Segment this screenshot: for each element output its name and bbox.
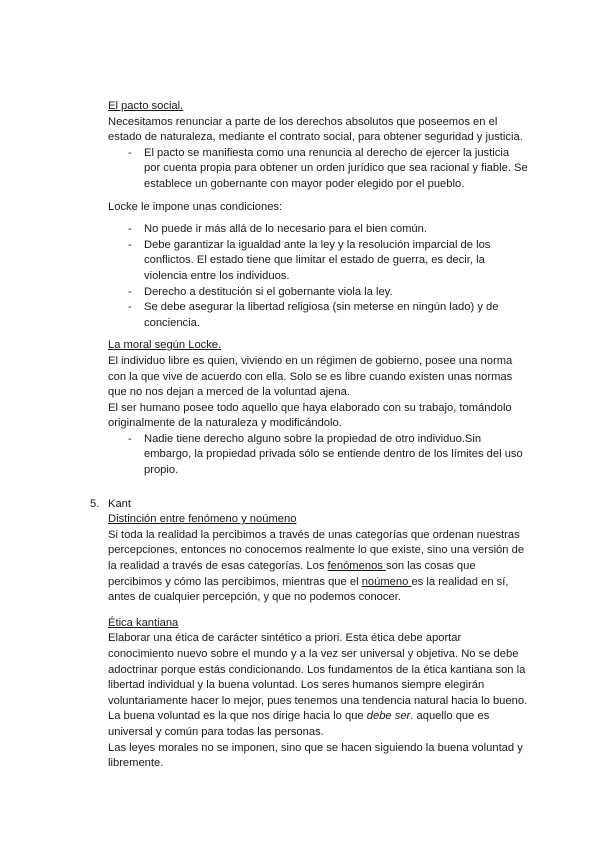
page-content xyxy=(90,99,528,772)
list-item: - Derecho a destitución si el gobernante viola la ley. xyxy=(108,285,528,301)
heading-moral-locke: La moral según Locke. xyxy=(108,339,222,352)
section-kant xyxy=(90,497,528,772)
list-locke-conditions xyxy=(108,222,528,331)
list-item: - Nadie tiene derecho alguno sobre la propiedad de otro individuo.Sin embargo, la propiedad privada sólo se entiende dentro de los límites del uso propio. xyxy=(108,432,528,479)
paragraph-pacto: Necesitamos renunciar a parte de los derechos absolutos que poseemos en el estado de naturaleza, mediante el contrato social, para obtener seguridad y justicia. xyxy=(108,115,523,144)
list-item: - No puede ir más allá de lo necesario para el bien común. xyxy=(108,222,528,238)
paragraph-locke-intro: Locke le impone unas condiciones: xyxy=(108,200,283,213)
term-fenomenos: fenómenos xyxy=(327,560,386,573)
list-item: - El pacto se manifiesta como una renuncia al derecho de ejercer la justicia por cuenta propia para obtener un orden jurídico que sea racional y fiable. Se establece un gobernante con mayor poder elegido por el pueblo. xyxy=(108,146,528,193)
paragraph-etica-3: Las leyes morales no se imponen, sino que se hacen siguiendo la buena voluntad y libremente. xyxy=(108,741,523,770)
paragraph-fenomeno-noumeno: Si toda la realidad la percibimos a través de unas categorías que ordenan nuestras percepciones, entonces no conocemos realmente lo que existe, sino una versión de la realidad a través de esas categorías. Los fenómenos son las cosas que percibimos y cómo las percibimos, mientras que el noúmeno es la realidad en sí, antes de cualquier percepción, y que no podemos conocer. xyxy=(108,528,525,604)
paragraph-etica-2: La buena voluntad es la que nos dirige hacia lo que debe ser. aquello que es universal y común para todas las personas. xyxy=(108,710,490,738)
section-number: 5. xyxy=(90,497,100,510)
heading-fenomeno-noumeno: Distinción entre fenómeno y noúmeno xyxy=(108,513,297,526)
list-item: - Se debe asegurar la libertad religiosa (sin meterse en ningún lado) y de conciencia. xyxy=(108,300,528,331)
emphasis-debe-ser: debe ser xyxy=(366,710,411,723)
heading-pacto-social: El pacto social. xyxy=(108,100,184,112)
section-title-kant: Kant xyxy=(108,497,132,510)
list-item: - Debe garantizar la igualdad ante la ley y la resolución imparcial de los conflictos. El estado tiene que limitar el estado de guerra, es decir, la violencia entre los individuos. xyxy=(108,238,528,285)
heading-etica-kantiana: Ética kantiana xyxy=(108,616,179,629)
paragraph-moral-2: El ser humano posee todo aquello que haya elaborado con su trabajo, tomándolo originalmente de la naturaleza y modificándolo. xyxy=(108,401,512,430)
list-pacto xyxy=(108,146,528,193)
list-moral xyxy=(108,432,528,479)
paragraph-etica-1: Elaborar una ética de carácter sintético a priori. Esta ética debe aportar conocimiento nuevo sobre el mundo y a la vez ser universal y objetiva. No se debe adoctrinar porque estás condicionando. Los fundamentos de la ética kantiana son la libertad individual y la buena voluntad. Los seres humanos siempre elegirán voluntariamente hacer lo mejor, pues tenemos una tendencia natural hacia lo bueno. xyxy=(108,632,528,707)
paragraph-moral-1: El individuo libre es quien, viviendo en un régimen de gobierno, posee una norma con la que vive de acuerdo con ella. Solo se es libre cuando existen unas normas que no nos dejan a merced de la voluntad ajena. xyxy=(108,354,513,399)
term-noumeno: noúmeno xyxy=(361,575,412,588)
